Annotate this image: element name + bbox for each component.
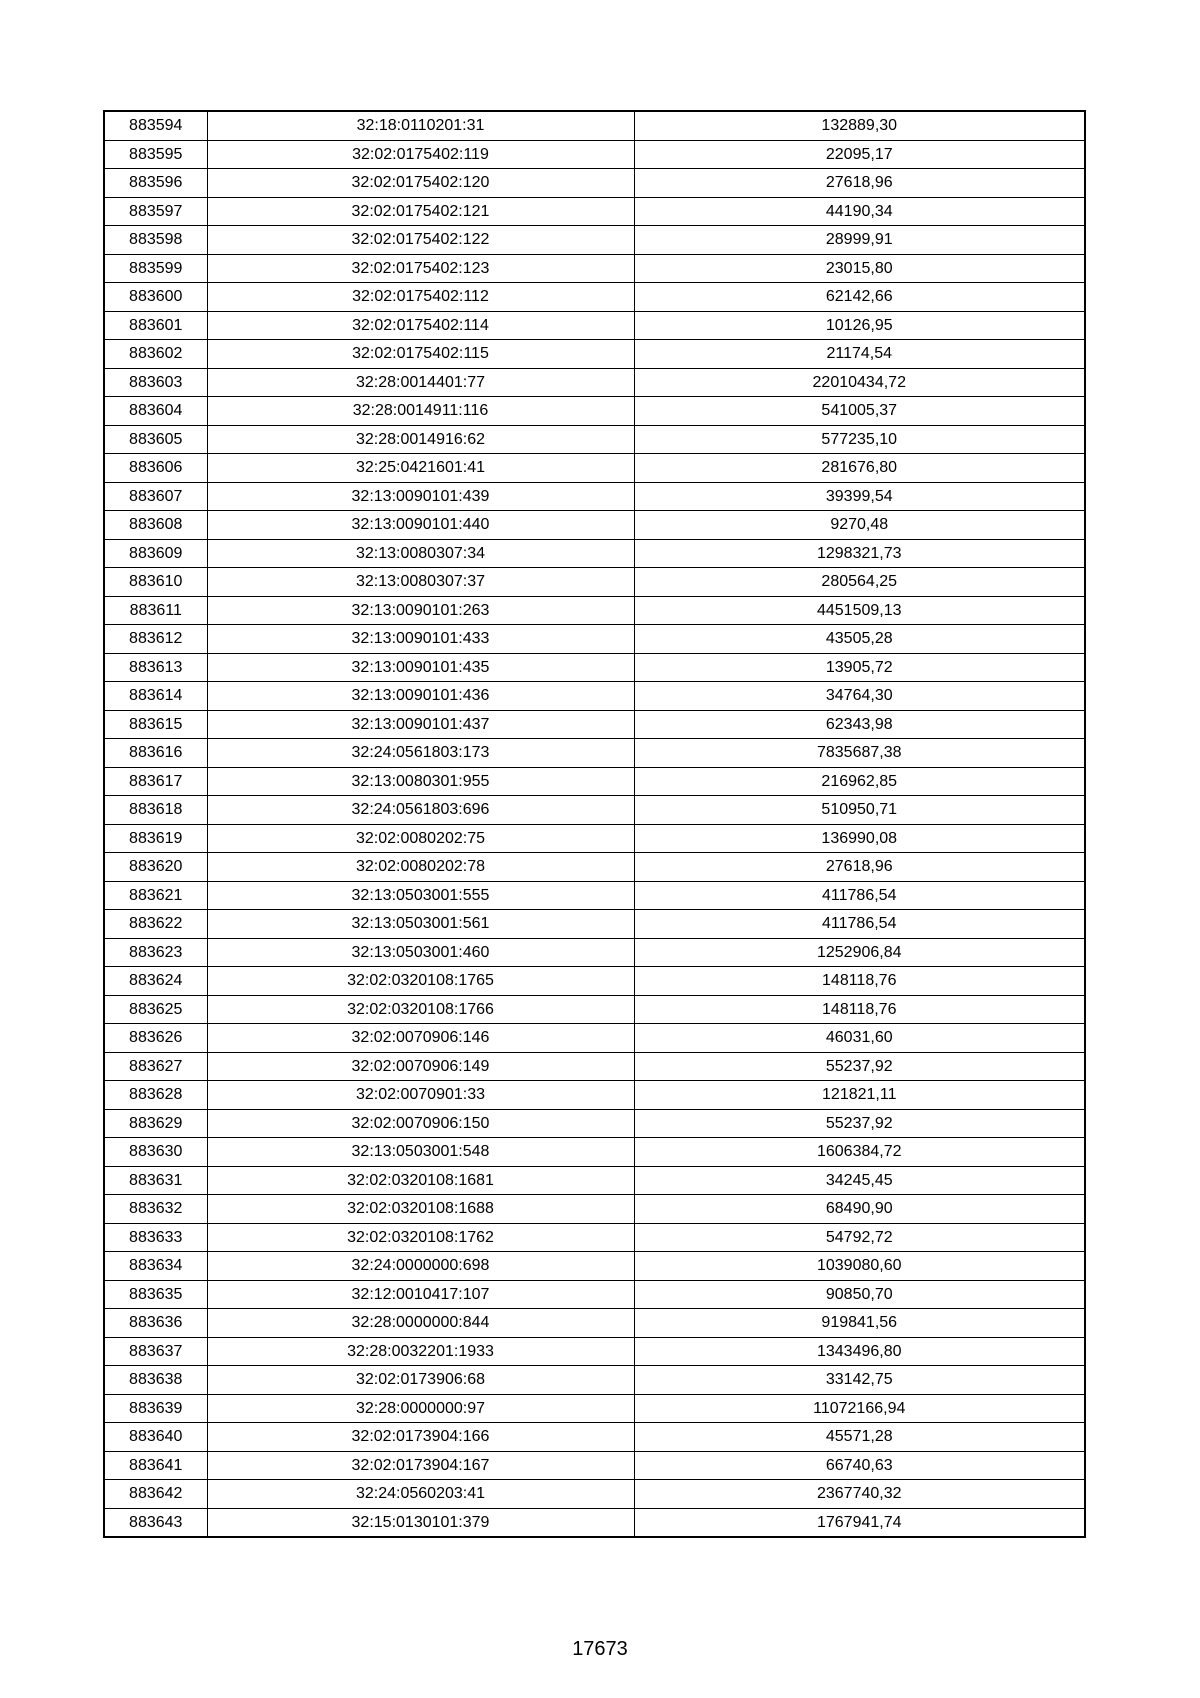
cadastral-number-cell: 32:02:0175402:120 [207,169,634,198]
value-cell: 23015,80 [634,254,1085,283]
row-number-cell: 883633 [104,1223,207,1252]
row-number-cell: 883617 [104,767,207,796]
cadastral-number-cell: 32:13:0090101:439 [207,482,634,511]
cadastral-number-cell: 32:02:0175402:122 [207,226,634,255]
value-cell: 44190,34 [634,197,1085,226]
row-number-cell: 883599 [104,254,207,283]
row-number-cell: 883615 [104,710,207,739]
table-row [104,226,1085,255]
table-row [104,368,1085,397]
table-row [104,796,1085,825]
value-cell: 121821,11 [634,1081,1085,1110]
table-row [104,682,1085,711]
value-cell: 541005,37 [634,397,1085,426]
cadastral-number-cell: 32:02:0173904:167 [207,1451,634,1480]
value-cell: 216962,85 [634,767,1085,796]
row-number-cell: 883611 [104,596,207,625]
cadastral-number-cell: 32:13:0090101:437 [207,710,634,739]
row-number-cell: 883624 [104,967,207,996]
table-body [104,111,1085,1537]
value-cell: 132889,30 [634,111,1085,140]
row-number-cell: 883604 [104,397,207,426]
row-number-cell: 883631 [104,1166,207,1195]
table-row [104,568,1085,597]
value-cell: 1767941,74 [634,1508,1085,1537]
row-number-cell: 883635 [104,1280,207,1309]
row-number-cell: 883622 [104,910,207,939]
cadastral-number-cell: 32:02:0173904:166 [207,1423,634,1452]
value-cell: 68490,90 [634,1195,1085,1224]
table-row [104,454,1085,483]
value-cell: 510950,71 [634,796,1085,825]
cadastral-number-cell: 32:02:0070901:33 [207,1081,634,1110]
table-row [104,1508,1085,1537]
row-number-cell: 883609 [104,539,207,568]
row-number-cell: 883629 [104,1109,207,1138]
cadastral-number-cell: 32:02:0320108:1688 [207,1195,634,1224]
cadastral-number-cell: 32:02:0175402:123 [207,254,634,283]
row-number-cell: 883600 [104,283,207,312]
table-row [104,1052,1085,1081]
cadastral-number-cell: 32:13:0090101:435 [207,653,634,682]
value-cell: 33142,75 [634,1366,1085,1395]
row-number-cell: 883595 [104,140,207,169]
row-number-cell: 883625 [104,995,207,1024]
value-cell: 148118,76 [634,967,1085,996]
value-cell: 62343,98 [634,710,1085,739]
value-cell: 7835687,38 [634,739,1085,768]
table-row [104,425,1085,454]
table-row [104,1024,1085,1053]
value-cell: 34245,45 [634,1166,1085,1195]
cadastral-number-cell: 32:02:0070906:146 [207,1024,634,1053]
table-row [104,111,1085,140]
value-cell: 9270,48 [634,511,1085,540]
table-row [104,1166,1085,1195]
row-number-cell: 883623 [104,938,207,967]
row-number-cell: 883607 [104,482,207,511]
table-row [104,197,1085,226]
row-number-cell: 883630 [104,1138,207,1167]
row-number-cell: 883594 [104,111,207,140]
row-number-cell: 883612 [104,625,207,654]
value-cell: 919841,56 [634,1309,1085,1338]
row-number-cell: 883613 [104,653,207,682]
cadastral-number-cell: 32:28:0000000:97 [207,1394,634,1423]
table-row [104,1480,1085,1509]
value-cell: 43505,28 [634,625,1085,654]
cadastral-number-cell: 32:28:0032201:1933 [207,1337,634,1366]
cadastral-number-cell: 32:02:0175402:114 [207,311,634,340]
cadastral-number-cell: 32:02:0175402:115 [207,340,634,369]
cadastral-number-cell: 32:28:0014916:62 [207,425,634,454]
value-cell: 281676,80 [634,454,1085,483]
cadastral-number-cell: 32:13:0503001:548 [207,1138,634,1167]
value-cell: 411786,54 [634,910,1085,939]
table-row [104,1423,1085,1452]
cadastral-number-cell: 32:13:0090101:433 [207,625,634,654]
value-cell: 22010434,72 [634,368,1085,397]
table-row [104,1081,1085,1110]
row-number-cell: 883606 [104,454,207,483]
cadastral-number-cell: 32:28:0014401:77 [207,368,634,397]
value-cell: 62142,66 [634,283,1085,312]
cadastral-number-cell: 32:02:0080202:78 [207,853,634,882]
row-number-cell: 883627 [104,1052,207,1081]
cadastral-number-cell: 32:02:0320108:1762 [207,1223,634,1252]
row-number-cell: 883641 [104,1451,207,1480]
value-cell: 27618,96 [634,169,1085,198]
row-number-cell: 883598 [104,226,207,255]
cadastral-number-cell: 32:24:0561803:173 [207,739,634,768]
cadastral-number-cell: 32:02:0175402:121 [207,197,634,226]
table-row [104,625,1085,654]
table-row [104,311,1085,340]
row-number-cell: 883605 [104,425,207,454]
cadastral-number-cell: 32:13:0090101:436 [207,682,634,711]
row-number-cell: 883602 [104,340,207,369]
row-number-cell: 883628 [104,1081,207,1110]
row-number-cell: 883638 [104,1366,207,1395]
cadastral-number-cell: 32:13:0503001:555 [207,881,634,910]
table-row [104,1223,1085,1252]
cadastral-number-cell: 32:13:0503001:561 [207,910,634,939]
table-row [104,169,1085,198]
table-row [104,482,1085,511]
table-row [104,1337,1085,1366]
cadastral-number-cell: 32:02:0175402:119 [207,140,634,169]
cadastral-number-cell: 32:28:0000000:844 [207,1309,634,1338]
value-cell: 10126,95 [634,311,1085,340]
data-table [103,110,1086,1538]
table-row [104,881,1085,910]
cadastral-number-cell: 32:15:0130101:379 [207,1508,634,1537]
table-row [104,1451,1085,1480]
table-row [104,938,1085,967]
value-cell: 1606384,72 [634,1138,1085,1167]
table-row [104,539,1085,568]
table-row [104,653,1085,682]
row-number-cell: 883621 [104,881,207,910]
value-cell: 55237,92 [634,1109,1085,1138]
row-number-cell: 883632 [104,1195,207,1224]
cadastral-number-cell: 32:24:0000000:698 [207,1252,634,1281]
cadastral-number-cell: 32:13:0080307:37 [207,568,634,597]
row-number-cell: 883597 [104,197,207,226]
cadastral-number-cell: 32:24:0560203:41 [207,1480,634,1509]
value-cell: 54792,72 [634,1223,1085,1252]
value-cell: 1298321,73 [634,539,1085,568]
row-number-cell: 883616 [104,739,207,768]
cadastral-number-cell: 32:02:0173906:68 [207,1366,634,1395]
row-number-cell: 883626 [104,1024,207,1053]
value-cell: 1039080,60 [634,1252,1085,1281]
table-row [104,254,1085,283]
cadastral-number-cell: 32:02:0320108:1766 [207,995,634,1024]
cadastral-number-cell: 32:24:0561803:696 [207,796,634,825]
value-cell: 90850,70 [634,1280,1085,1309]
value-cell: 411786,54 [634,881,1085,910]
value-cell: 577235,10 [634,425,1085,454]
row-number-cell: 883639 [104,1394,207,1423]
cadastral-number-cell: 32:02:0320108:1681 [207,1166,634,1195]
cadastral-number-cell: 32:18:0110201:31 [207,111,634,140]
value-cell: 46031,60 [634,1024,1085,1053]
table-row [104,1309,1085,1338]
table-row [104,853,1085,882]
value-cell: 66740,63 [634,1451,1085,1480]
table-row [104,1195,1085,1224]
value-cell: 45571,28 [634,1423,1085,1452]
value-cell: 148118,76 [634,995,1085,1024]
cadastral-number-cell: 32:13:0090101:440 [207,511,634,540]
row-number-cell: 883637 [104,1337,207,1366]
value-cell: 21174,54 [634,340,1085,369]
cadastral-number-cell: 32:12:0010417:107 [207,1280,634,1309]
table-row [104,824,1085,853]
table-row [104,1252,1085,1281]
cadastral-number-cell: 32:13:0503001:460 [207,938,634,967]
table-row [104,1394,1085,1423]
cadastral-number-cell: 32:13:0080301:955 [207,767,634,796]
cadastral-number-cell: 32:02:0070906:150 [207,1109,634,1138]
value-cell: 34764,30 [634,682,1085,711]
row-number-cell: 883634 [104,1252,207,1281]
table-row [104,710,1085,739]
value-cell: 22095,17 [634,140,1085,169]
row-number-cell: 883603 [104,368,207,397]
table-row [104,1138,1085,1167]
table-row [104,397,1085,426]
cadastral-number-cell: 32:02:0175402:112 [207,283,634,312]
table-row [104,1366,1085,1395]
row-number-cell: 883610 [104,568,207,597]
table-row [104,995,1085,1024]
table-row [104,283,1085,312]
value-cell: 2367740,32 [634,1480,1085,1509]
cadastral-number-cell: 32:02:0070906:149 [207,1052,634,1081]
row-number-cell: 883614 [104,682,207,711]
value-cell: 11072166,94 [634,1394,1085,1423]
cadastral-number-cell: 32:25:0421601:41 [207,454,634,483]
table-row [104,140,1085,169]
value-cell: 1343496,80 [634,1337,1085,1366]
row-number-cell: 883642 [104,1480,207,1509]
row-number-cell: 883619 [104,824,207,853]
table-row [104,511,1085,540]
row-number-cell: 883596 [104,169,207,198]
cadastral-number-cell: 32:02:0320108:1765 [207,967,634,996]
value-cell: 55237,92 [634,1052,1085,1081]
value-cell: 4451509,13 [634,596,1085,625]
table-row [104,596,1085,625]
value-cell: 27618,96 [634,853,1085,882]
row-number-cell: 883636 [104,1309,207,1338]
table-row [104,340,1085,369]
table-row [104,967,1085,996]
value-cell: 1252906,84 [634,938,1085,967]
value-cell: 28999,91 [634,226,1085,255]
table-row [104,1109,1085,1138]
table-row [104,910,1085,939]
row-number-cell: 883618 [104,796,207,825]
page-number: 17673 [572,1638,628,1660]
cadastral-number-cell: 32:13:0090101:263 [207,596,634,625]
row-number-cell: 883601 [104,311,207,340]
value-cell: 39399,54 [634,482,1085,511]
value-cell: 136990,08 [634,824,1085,853]
table-row [104,767,1085,796]
row-number-cell: 883640 [104,1423,207,1452]
cadastral-number-cell: 32:02:0080202:75 [207,824,634,853]
row-number-cell: 883643 [104,1508,207,1537]
cadastral-number-cell: 32:28:0014911:116 [207,397,634,426]
value-cell: 280564,25 [634,568,1085,597]
cadastral-number-cell: 32:13:0080307:34 [207,539,634,568]
value-cell: 13905,72 [634,653,1085,682]
row-number-cell: 883608 [104,511,207,540]
table-row [104,739,1085,768]
row-number-cell: 883620 [104,853,207,882]
table-row [104,1280,1085,1309]
